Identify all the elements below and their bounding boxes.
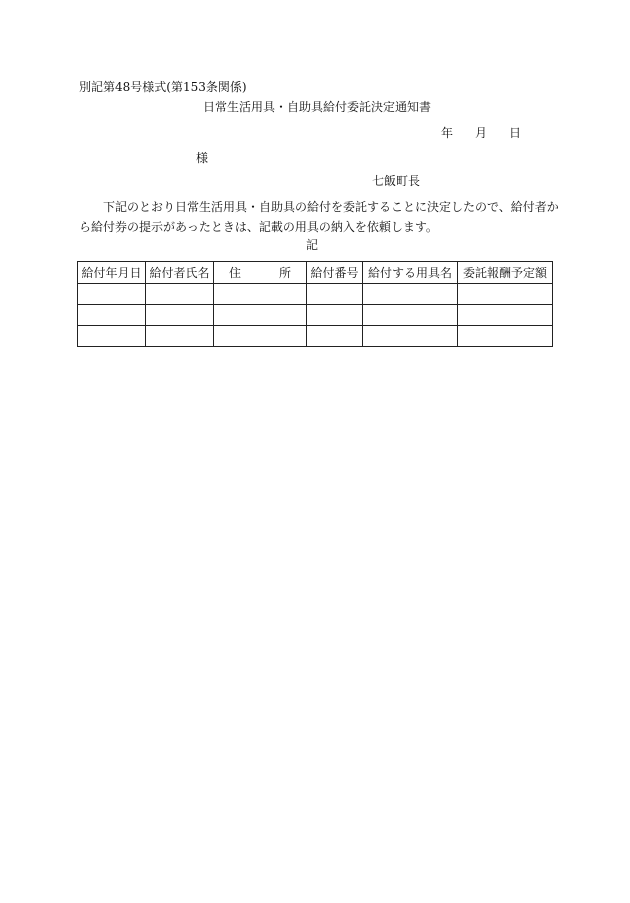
header-address (214, 262, 307, 284)
table-cell (78, 326, 146, 347)
table-header-row (78, 262, 553, 284)
date-line (441, 126, 521, 140)
table-cell (146, 326, 214, 347)
body-text (79, 197, 559, 237)
date-year: 年 (441, 126, 454, 140)
table-cell (146, 305, 214, 326)
issuer: 七飯町長 (372, 174, 421, 188)
table-cell (458, 326, 553, 347)
date-month: 月 (475, 126, 488, 140)
table-cell (78, 305, 146, 326)
table-cell (307, 305, 363, 326)
table-cell (363, 326, 458, 347)
table-cell (363, 305, 458, 326)
header-fee-amount: 委託報酬予定額 (458, 262, 553, 284)
header-address-part-2: 所 (279, 266, 292, 280)
header-benefit-number: 給付番号 (307, 262, 363, 284)
table-cell (214, 284, 307, 305)
table-cell (214, 326, 307, 347)
header-recipient-name: 給付者氏名 (146, 262, 214, 284)
table-cell (146, 284, 214, 305)
table-cell (458, 284, 553, 305)
body-line-1: 下記のとおり日常生活用具・自助具の給付を委託することに決定したので、給付者か (103, 200, 559, 214)
document-title: 日常生活用具・自助具給付委託決定通知書 (203, 100, 432, 114)
header-equipment-name: 給付する用具名 (363, 262, 458, 284)
header-address-part-1: 住 (228, 266, 241, 280)
table-cell (307, 326, 363, 347)
records-table (77, 261, 553, 347)
header-date: 給付年月日 (78, 262, 146, 284)
ki-heading: 記 (306, 238, 319, 252)
table-cell (307, 284, 363, 305)
addressee-suffix: 様 (196, 151, 209, 165)
table-cell (78, 284, 146, 305)
table-cell (363, 284, 458, 305)
table-row (78, 326, 553, 347)
table-row (78, 305, 553, 326)
table-row (78, 284, 553, 305)
body-line-2: ら給付券の提示があったときは、記載の用具の納入を依頼します。 (79, 220, 438, 234)
table-cell (458, 305, 553, 326)
date-day: 日 (509, 126, 522, 140)
form-number: 別記第48号様式(第153条関係) (79, 80, 247, 94)
table-cell (214, 305, 307, 326)
